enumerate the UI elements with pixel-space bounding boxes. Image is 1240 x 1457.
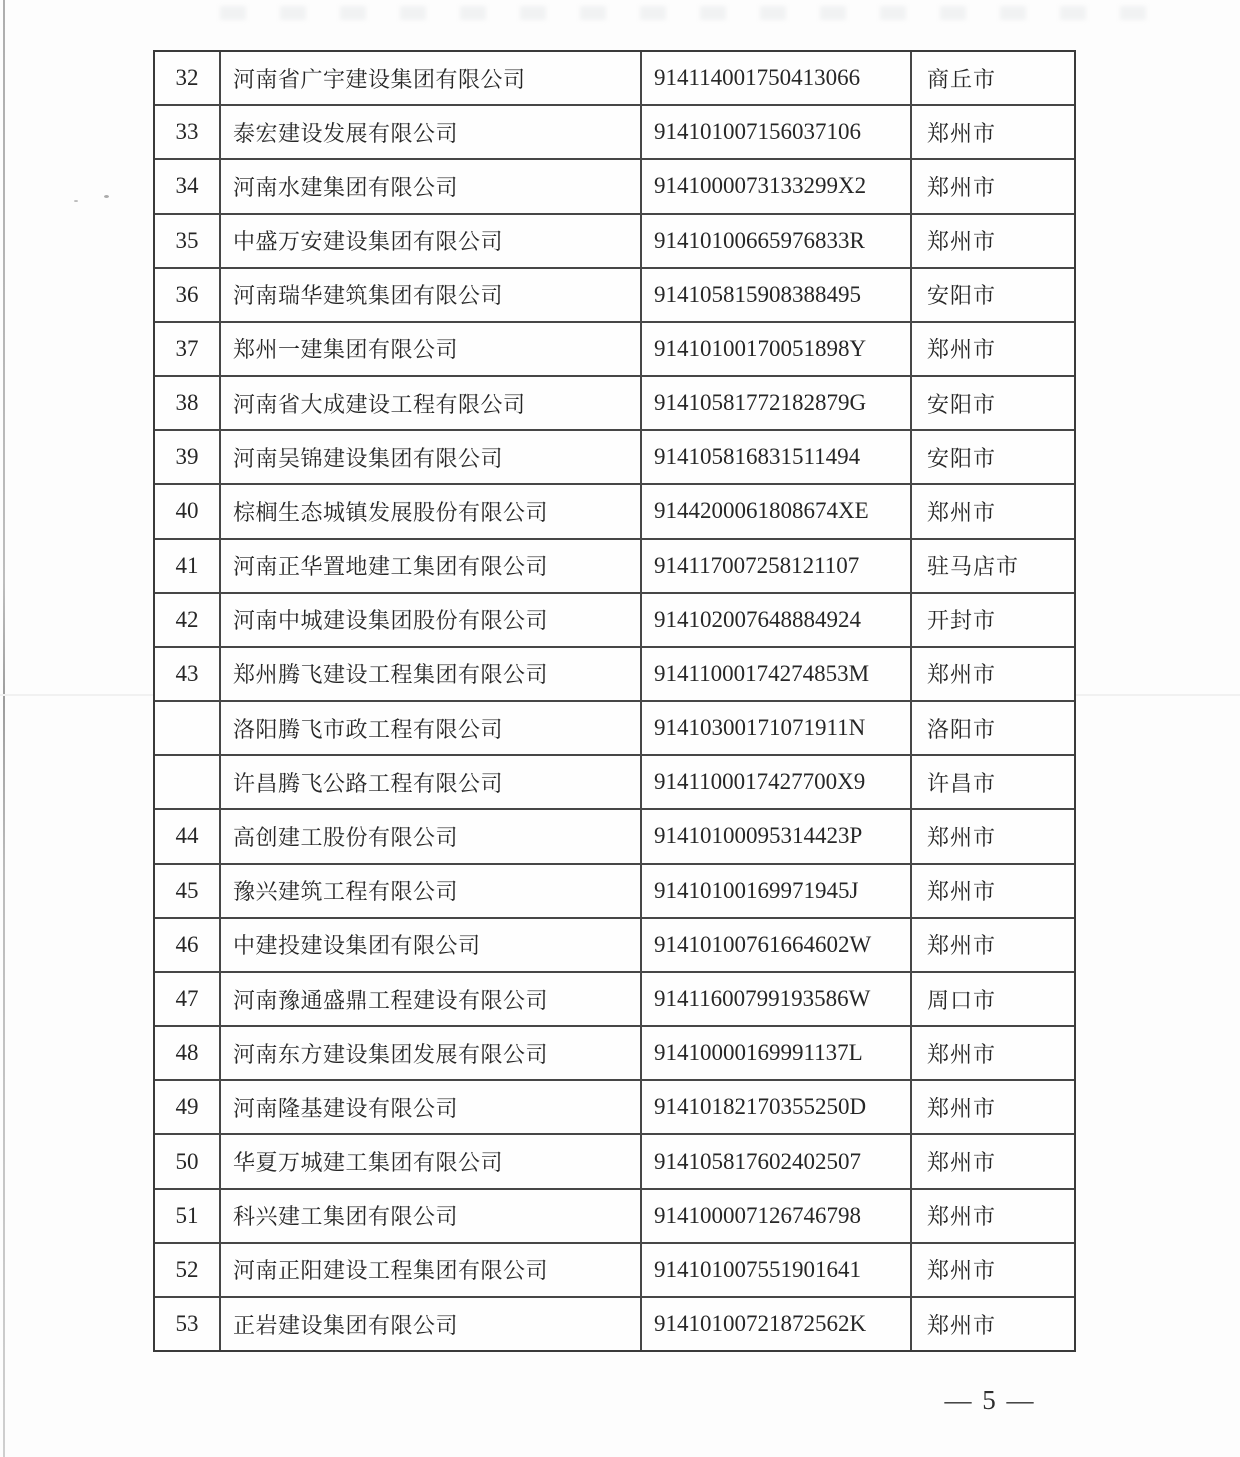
city-cell: 郑州市 (927, 879, 997, 905)
city-cell: 郑州市 (927, 933, 997, 959)
city-cell: 郑州市 (927, 824, 997, 850)
city-cell: 安阳市 (927, 391, 997, 417)
row-number-cell: 37 (155, 323, 221, 375)
city-cell: 郑州市 (927, 1150, 997, 1176)
company-list-table (153, 50, 1076, 1352)
company-name-cell: 中盛万安建设集团有限公司 (221, 215, 642, 267)
row-number-cell: 38 (155, 377, 221, 429)
row-number-cell: 52 (155, 1244, 221, 1296)
city-cell: 郑州市 (927, 120, 997, 146)
credit-code-cell: 91410100095314423P (642, 810, 912, 862)
table-row (155, 1081, 1074, 1135)
table-row (155, 106, 1074, 160)
table-row (155, 431, 1074, 485)
company-name-cell: 河南正华置地建工集团有限公司 (221, 540, 642, 592)
row-number-cell: 41 (155, 540, 221, 592)
credit-code-cell: 914105817602402507 (642, 1135, 912, 1187)
table-row (155, 865, 1074, 919)
table-row (155, 973, 1074, 1027)
row-number-cell: 39 (155, 431, 221, 483)
row-number-cell: 36 (155, 269, 221, 321)
city-cell: 开封市 (927, 608, 997, 634)
table-row (155, 52, 1074, 106)
company-name-cell: 河南水建集团有限公司 (221, 160, 642, 212)
city-cell: 许昌市 (927, 770, 997, 796)
credit-code-cell: 9144200061808674XE (642, 485, 912, 537)
credit-code-cell: 91410100169971945J (642, 865, 912, 917)
company-name-cell: 许昌腾飞公路工程有限公司 (221, 756, 642, 808)
company-name-cell: 河南省大成建设工程有限公司 (221, 377, 642, 429)
row-number-cell: 32 (155, 52, 221, 104)
row-number-cell: 33 (155, 106, 221, 158)
credit-code-cell: 9141100017427700X9 (642, 756, 912, 808)
row-number-cell: 43 (155, 648, 221, 700)
company-name-cell: 河南省广宇建设集团有限公司 (221, 52, 642, 104)
table-row (155, 540, 1074, 594)
table-row (155, 377, 1074, 431)
company-name-cell: 河南豫通盛鼎工程建设有限公司 (221, 973, 642, 1025)
credit-code-cell: 914114001750413066 (642, 52, 912, 104)
row-number-cell: 35 (155, 215, 221, 267)
city-cell: 郑州市 (927, 1204, 997, 1230)
company-name-cell: 豫兴建筑工程有限公司 (221, 865, 642, 917)
company-name-cell: 郑州腾飞建设工程集团有限公司 (221, 648, 642, 700)
row-number-cell: 42 (155, 594, 221, 646)
company-name-cell: 科兴建工集团有限公司 (221, 1190, 642, 1242)
city-cell: 驻马店市 (927, 554, 1020, 580)
city-cell: 郑州市 (927, 174, 997, 200)
table-row (155, 160, 1074, 214)
company-name-cell: 棕榈生态城镇发展股份有限公司 (221, 485, 642, 537)
city-cell: 安阳市 (927, 445, 997, 471)
row-number-cell: 44 (155, 810, 221, 862)
company-name-cell: 泰宏建设发展有限公司 (221, 106, 642, 158)
table-row (155, 1298, 1074, 1350)
row-number-cell: 46 (155, 919, 221, 971)
company-name-cell: 河南中城建设集团股份有限公司 (221, 594, 642, 646)
city-cell: 洛阳市 (927, 716, 997, 742)
city-cell: 安阳市 (927, 283, 997, 309)
company-name-cell: 华夏万城建工集团有限公司 (221, 1135, 642, 1187)
company-name-cell: 河南隆基建设有限公司 (221, 1081, 642, 1133)
credit-code-cell: 914102007648884924 (642, 594, 912, 646)
credit-code-cell: 914100007126746798 (642, 1190, 912, 1242)
table-row (155, 919, 1074, 973)
table-row (155, 1244, 1074, 1298)
city-cell: 商丘市 (927, 66, 997, 92)
table-row (155, 594, 1074, 648)
table-row (155, 702, 1074, 756)
credit-code-cell: 914105815908388495 (642, 269, 912, 321)
scanned-page-edge-line (3, 0, 5, 1457)
credit-code-cell: 91410100170051898Y (642, 323, 912, 375)
credit-code-cell: 914101007156037106 (642, 106, 912, 158)
table-row (155, 485, 1074, 539)
company-name-cell: 中建投建设集团有限公司 (221, 919, 642, 971)
credit-code-cell: 91410100721872562K (642, 1298, 912, 1350)
scan-speck (104, 195, 109, 198)
table-row (155, 810, 1074, 864)
row-number-cell: 40 (155, 485, 221, 537)
city-cell: 郑州市 (927, 1095, 997, 1121)
row-number-cell (155, 702, 221, 754)
row-number-cell (155, 756, 221, 808)
company-name-cell: 洛阳腾飞市政工程有限公司 (221, 702, 642, 754)
credit-code-cell: 9141000073133299X2 (642, 160, 912, 212)
city-cell: 郑州市 (927, 229, 997, 255)
table-row (155, 1135, 1074, 1189)
city-cell: 郑州市 (927, 1258, 997, 1284)
table-row (155, 756, 1074, 810)
table-row (155, 323, 1074, 377)
city-cell: 郑州市 (927, 662, 997, 688)
row-number-cell: 50 (155, 1135, 221, 1187)
credit-code-cell: 91411000174274853M (642, 648, 912, 700)
row-number-cell: 53 (155, 1298, 221, 1350)
row-number-cell: 48 (155, 1027, 221, 1079)
scan-speck (74, 200, 78, 202)
city-cell: 郑州市 (927, 499, 997, 525)
company-name-cell: 郑州一建集团有限公司 (221, 323, 642, 375)
credit-code-cell: 91410182170355250D (642, 1081, 912, 1133)
company-name-cell: 河南吴锦建设集团有限公司 (221, 431, 642, 483)
row-number-cell: 47 (155, 973, 221, 1025)
row-number-cell: 51 (155, 1190, 221, 1242)
table-row (155, 215, 1074, 269)
city-cell: 周口市 (927, 987, 997, 1013)
company-name-cell: 河南东方建设集团发展有限公司 (221, 1027, 642, 1079)
credit-code-cell: 914117007258121107 (642, 540, 912, 592)
table-row (155, 1027, 1074, 1081)
row-number-cell: 34 (155, 160, 221, 212)
credit-code-cell: 914101007551901641 (642, 1244, 912, 1296)
credit-code-cell: 914105816831511494 (642, 431, 912, 483)
credit-code-cell: 91410100665976833R (642, 215, 912, 267)
table-row (155, 269, 1074, 323)
table-row (155, 648, 1074, 702)
city-cell: 郑州市 (927, 337, 997, 363)
credit-code-cell: 91411600799193586W (642, 973, 912, 1025)
credit-code-cell: 91410000169991137L (642, 1027, 912, 1079)
row-number-cell: 45 (155, 865, 221, 917)
credit-code-cell: 91410300171071911N (642, 702, 912, 754)
company-name-cell: 河南瑞华建筑集团有限公司 (221, 269, 642, 321)
company-name-cell: 河南正阳建设工程集团有限公司 (221, 1244, 642, 1296)
city-cell: 郑州市 (927, 1041, 997, 1067)
table-row (155, 1190, 1074, 1244)
company-name-cell: 高创建工股份有限公司 (221, 810, 642, 862)
row-number-cell: 49 (155, 1081, 221, 1133)
page-number: — 5 — (944, 1385, 1036, 1415)
scan-ghost-smudge (220, 6, 1180, 20)
city-cell: 郑州市 (927, 1312, 997, 1338)
credit-code-cell: 91410581772182879G (642, 377, 912, 429)
credit-code-cell: 91410100761664602W (642, 919, 912, 971)
company-name-cell: 正岩建设集团有限公司 (221, 1298, 642, 1350)
